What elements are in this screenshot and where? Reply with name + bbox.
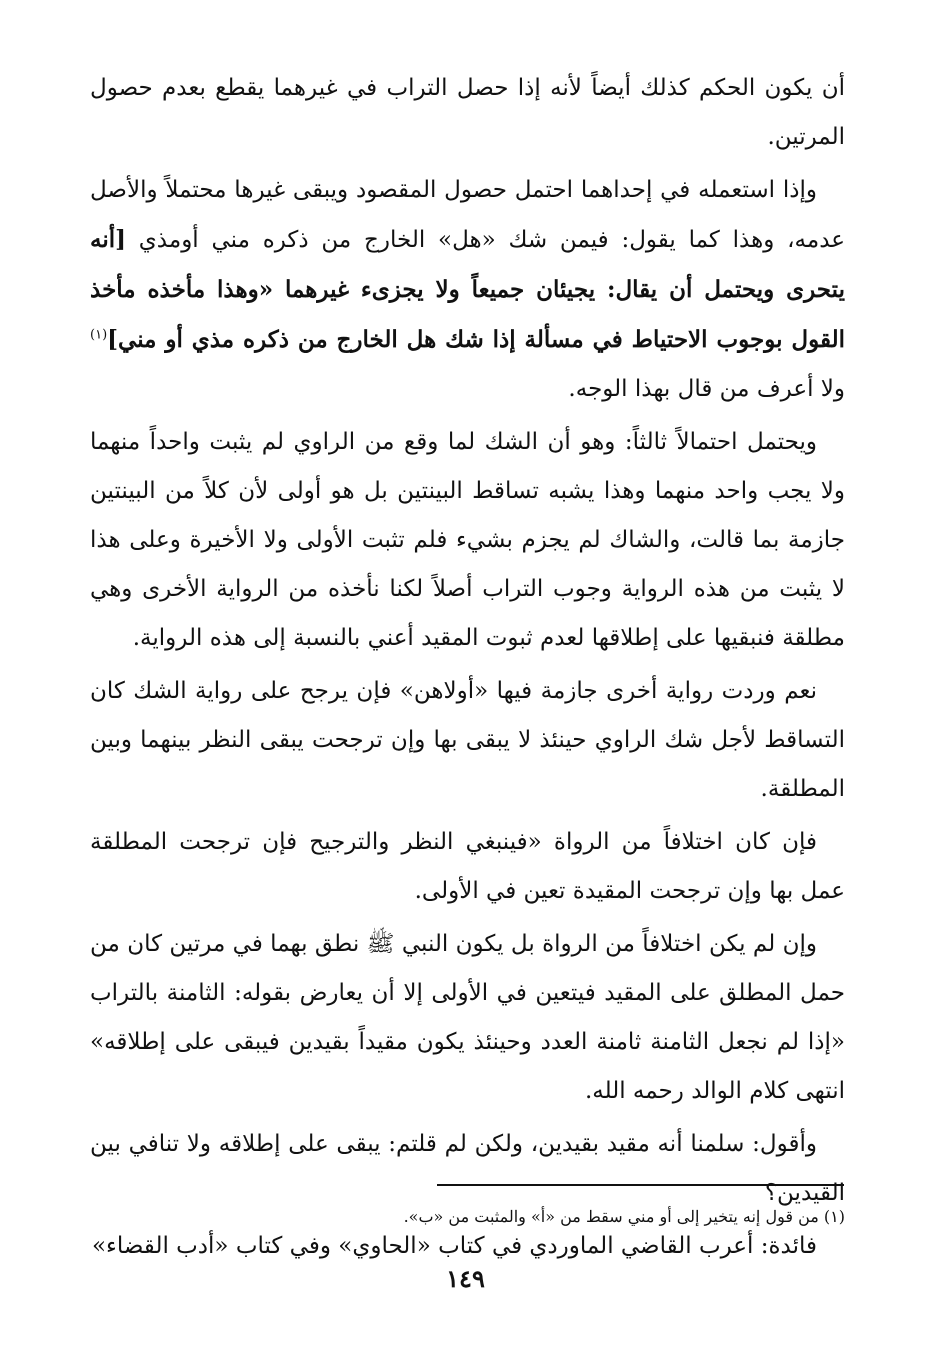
text-run: فائدة: أعرب القاضي الماوردي في كتاب «الحاوي» وفي كتاب «أدب القضاء» — [91, 1233, 817, 1259]
paragraph — [90, 166, 845, 414]
text-run: ويحتمل احتمالاً ثالثاً: وهو أن الشك لما وقع من الراوي لم يثبت واحداً منهما ولا يجب واحد منهما وهذا يشبه تساقط البينتين بل هو أولى لأن كلاً من البينتين جازمة بما قالت، والشاك لم يجزم بشيء فلم تثبت الأولى ولا الأخيرة وعلى هذا لا يثبت من هذه الرواية وجوب التراب أصلاً لكنا نأخذه من الرواية الأخرى وهي مطلقة فنبقيها على إطلاقها لعدم ثبوت المقيد أعني بالنسبة إلى هذه الرواية. — [90, 429, 845, 651]
paragraph — [90, 64, 845, 162]
text-run: وأقول: سلمنا أنه مقيد بقيدين، ولكن لم قلتم: يبقى على إطلاقه ولا تنافي بين القيدين؟ — [90, 1131, 845, 1206]
paragraph — [90, 818, 845, 916]
text-run: نعم وردت رواية أخرى جازمة فيها «أولاهن» فإن يرجح على رواية الشك كان التساقط لأجل شك الراوي حينئذ لا يبقى بها وإن ترجحت يبقى النظر بينهما وبين المطلقة. — [90, 678, 845, 802]
footnote-reference[interactable]: (١) — [90, 327, 108, 343]
text-run: أن يكون الحكم كذلك أيضاً لأنه إذا حصل التراب في غيرهما يقطع بعدم حصول المرتين. — [90, 75, 845, 150]
text-run: ولا أعرف من قال بهذا الوجه. — [568, 376, 845, 402]
text-run: وإن لم يكن اختلافاً من الرواة بل يكون النبي ﷺ نطق بهما في مرتين كان من حمل المطلق على المقيد فيتعين في الأولى إلا أن يعارض بقوله: الثامنة بالتراب «إذا لم نجعل الثامنة ثامنة العدد وحينئذ يكون مقيداً بقيدين فيبقى على إطلاقه» انتهى كلام الوالد رحمه الله. — [90, 931, 845, 1104]
text-run: وإذا استعمله في إحداهما احتمل حصول المقصود ويبقى غيرها محتملاً والأصل عدمه، وهذا كما يقول: فيمن شك «هل» الخارج من ذكره مني أومذي — [90, 177, 845, 253]
bold-text-run: [أنه يتحرى ويحتمل أن يقال: يجيئان جميعاً ولا يجزىء غيرهما «وهذا مأخذه مأخذ القول بوجوب الاحتياط في مسألة إذا شك هل الخارج من ذكره مذي أو مني] — [90, 226, 845, 353]
text-run: فإن كان اختلافاً من الرواة «فينبغي النظر والترجيح فإن ترجحت المطلقة عمل بها وإن ترجحت المقيدة تعين في الأولى. — [90, 829, 845, 904]
paragraph — [90, 920, 845, 1116]
footnote-separator — [437, 1184, 844, 1186]
page-number: ١٤٩ — [446, 1264, 485, 1293]
paragraph — [90, 418, 845, 663]
paragraph — [90, 667, 845, 814]
main-text — [90, 64, 845, 1275]
footnote: (١) من قول إنه يتخير إلى أو مني سقط من «أ» والمثبت من «ب». — [403, 1207, 845, 1226]
